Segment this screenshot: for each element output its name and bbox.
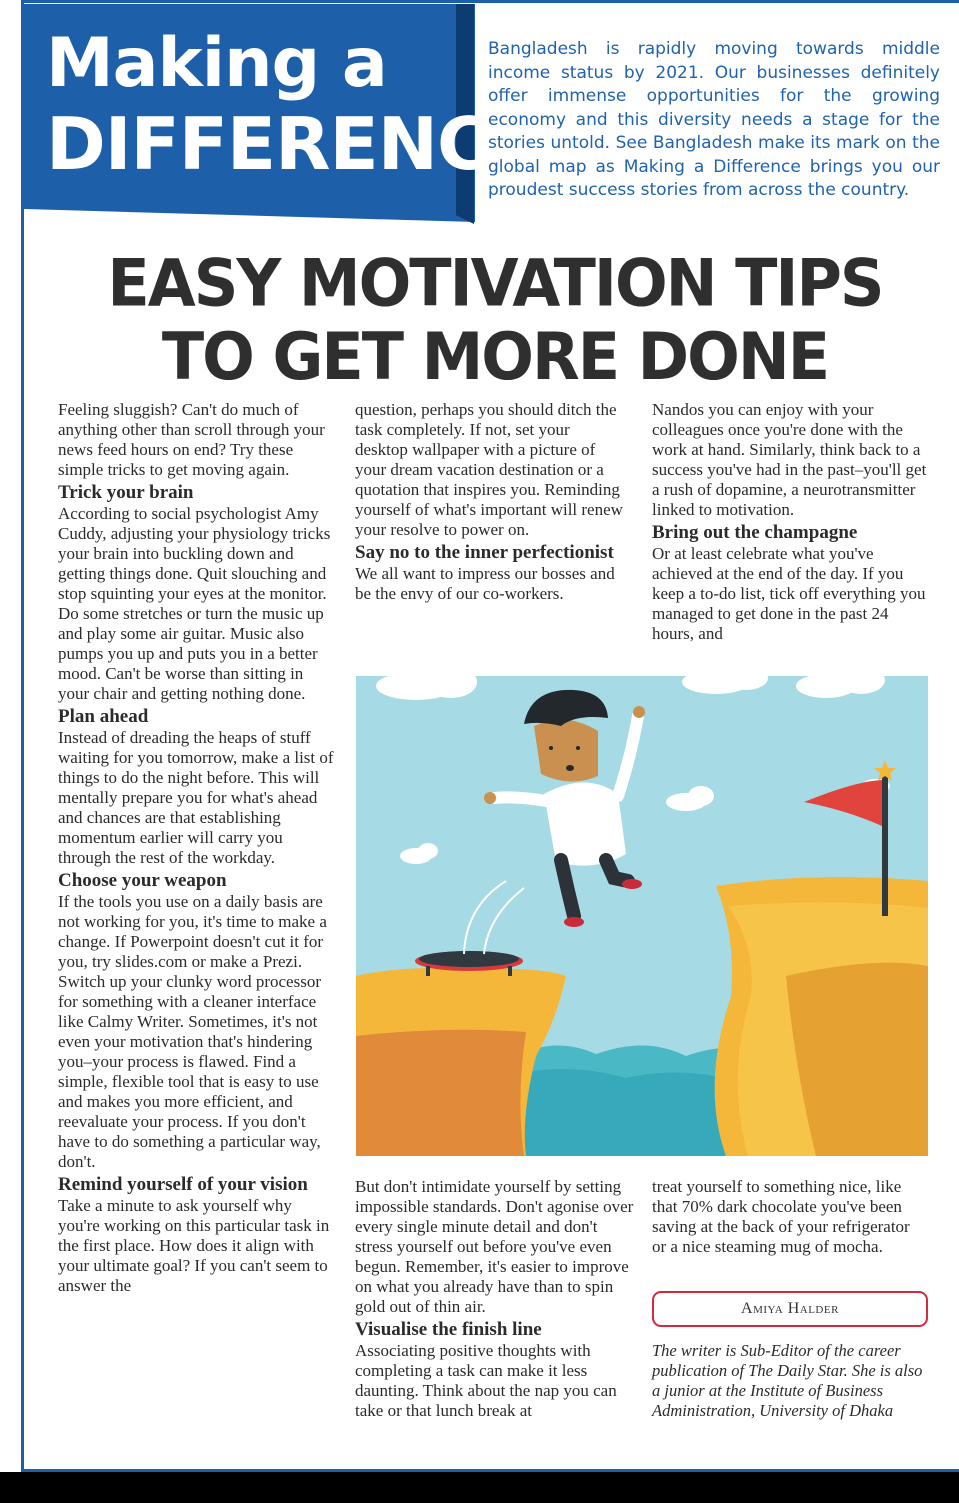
paragraph: Nandos you can enjoy with your colleagues once you're done with the work at hand. Similarly, think back to a success you've had in the past–you'll get a rush of dopamine, a neurotransmitter linked to motivation. xyxy=(652,400,927,519)
face xyxy=(534,720,598,782)
paragraph: According to social psychologist Amy Cuddy, adjusting your physiology tricks your brain into buckling down and getting things done. Quit slouching and stop squinting your eyes at the monitor. Do some stretches or turn the music up and play some air guitar. Music also pumps you up and puts you in a better mood. Can't be worse than sitting in your chair and getting nothing done. xyxy=(58,504,331,703)
paragraph: Associating positive thoughts with completing a task can make it less daunting. Think about the nap you can take or that lunch break at xyxy=(355,1341,617,1420)
eye xyxy=(576,746,580,750)
paragraph: But don't intimidate yourself by setting impossible standards. Don't agonise over every single minute detail and don't stress yourself out before you've even begun. Remember, it's easier to improve on what you already have than to spin gold out of thin air. xyxy=(355,1177,634,1316)
article-headline xyxy=(60,244,930,395)
column-2-top xyxy=(355,400,625,604)
author-byline: Amiya Halder xyxy=(652,1291,928,1327)
shoe xyxy=(564,917,584,927)
article-intro: Feeling sluggish? Can't do much of anything other than scroll through your news feed hours on end? Try these simple tricks to get moving again. xyxy=(58,400,325,479)
paragraph: If the tools you use on a daily basis are not working for you, it's time to make a change. If Powerpoint doesn't cut it for you, try slides.com or make a Prezi. Switch up your clunky word processor for something with a cleaner interface like Calmy Writer. Sometimes, it's not even your motivation that's hindering you–your process is flawed. Find a simple, flexible tool that is easy to use and makes you more efficient, and reevaluate your process. If you don't have to do something a particular way, don't. xyxy=(58,892,327,1171)
paragraph: Take a minute to ask yourself why you're working on this particular task in the first place. How does it align with your ultimate goal? If you can't seem to answer the xyxy=(58,1196,330,1295)
section-intro: Bangladesh is rapidly moving towards middle income status by 2021. Our businesses definitely offer immense opportunities for the growing economy and this diversity needs a stage for the stories untold. See Bangladesh make its mark on the global map as Making a Difference brings you our proudest success stories from across the country. xyxy=(488,39,940,200)
headline-line2: TO GET MORE DONE xyxy=(161,317,829,395)
eye xyxy=(549,746,553,750)
trampoline-leg xyxy=(426,966,430,976)
hand xyxy=(633,706,645,718)
shoe xyxy=(622,879,642,889)
mouth xyxy=(566,765,574,771)
paragraph: We all want to impress our bosses and be the envy of our co-workers. xyxy=(355,564,615,603)
section-title-line1: Making a xyxy=(46,24,387,103)
subhead-champagne: Bring out the champagne xyxy=(652,522,858,543)
bottom-bar xyxy=(0,1472,959,1503)
subhead-finish-line: Visualise the finish line xyxy=(355,1319,542,1340)
jumping-man-illustration xyxy=(356,676,928,1156)
column-2-bottom xyxy=(355,1177,637,1421)
paragraph: Instead of dreading the heaps of stuff waiting for you tomorrow, make a list of things to do the night before. This will mentally prepare you for what's ahead and chances are that establishing momentum earlier will carry you through the rest of the workday. xyxy=(58,728,334,867)
left-arm xyxy=(494,797,546,801)
paragraph: treat yourself to something nice, like that 70% dark chocolate you've been saving at the back of your refrigerator or a nice steaming mug of mocha. xyxy=(652,1177,910,1256)
left-cliff-shadow xyxy=(356,1030,526,1156)
trampoline-mat xyxy=(419,951,519,967)
subhead-choose-your-weapon: Choose your weapon xyxy=(58,870,227,891)
flag-pole xyxy=(882,776,888,916)
section-title-line2: DIFFERENCE xyxy=(46,102,538,186)
hand xyxy=(484,792,496,804)
trampoline-leg xyxy=(508,966,512,976)
column-1 xyxy=(58,400,334,1296)
column-3-top xyxy=(652,400,930,644)
column-3-bottom xyxy=(652,1177,924,1257)
paragraph: Or at least celebrate what you've achieved at the end of the day. If you keep a to-do list, tick off everything you managed to get done in the past 24 hours, and xyxy=(652,544,926,643)
section-title xyxy=(46,24,538,186)
paragraph: question, perhaps you should ditch the task completely. If not, set your desktop wallpaper with a picture of your dream vacation destination or a quotation that inspires you. Reminding yourself of what's important will renew your resolve to power on. xyxy=(355,400,623,539)
author-bio: The writer is Sub-Editor of the career publication of The Daily Star. She is also a junior at the Institute of Business Administration, University of Dhaka xyxy=(652,1341,923,1420)
subhead-remind-yourself: Remind yourself of your vision xyxy=(58,1174,308,1195)
subhead-plan-ahead: Plan ahead xyxy=(58,706,149,727)
subhead-inner-perfectionist: Say no to the inner perfectionist xyxy=(355,542,614,563)
subhead-trick-your-brain: Trick your brain xyxy=(58,482,194,503)
headline-line1: EASY MOTIVATION TIPS xyxy=(107,244,883,322)
